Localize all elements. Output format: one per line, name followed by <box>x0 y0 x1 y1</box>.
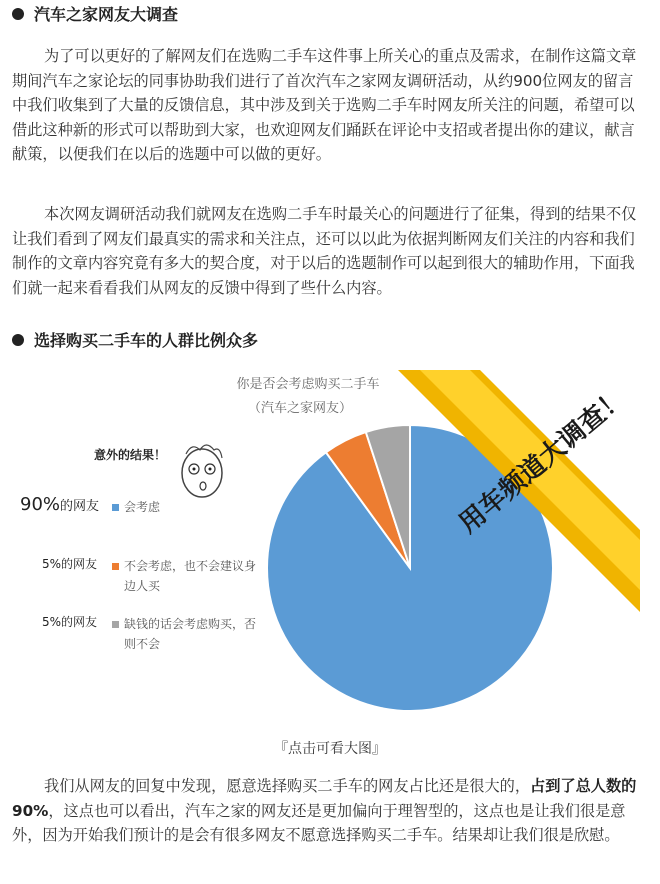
legend-label-line: 则不会 <box>124 637 161 651</box>
legend-swatch <box>112 504 119 511</box>
intro-paragraph-2: 本次网友调研活动我们就网友在选购二手车时最关心的问题进行了征集，得到的结果不仅让我们看到了网友们最真实的需求和关注点，还可以以此为依据判断网友们关注的内容和我们制作的文章内容究竟有多大的契合度，对于以后的选题制作可以起到很大的辅助作用，下面我们就一起来看看我们从网友的反馈中得到了些什么内容。 <box>12 205 637 297</box>
intro-paragraph-1: 为了可以更好的了解网友们在选购二手车这件事上所关心的重点及需求，在制作这篇文章期间汽车之家论坛的同事协助我们进行了首次汽车之家网友调研活动，从约900位网友的留言中我们收集到了大量的反馈信息，其中涉及到关于选购二手车时网友所关注的问题，希望可以借此这种新的形式可以帮助到大家，也欢迎网友们踊跃在评论中支招或者提出你的建议，献言献策，以便我们在以后的选题中可以做的更好。 <box>12 47 637 163</box>
conclusion-paragraph <box>12 774 642 848</box>
chart-note: 意外的结果！ <box>94 448 167 462</box>
conclusion-text-post: ，这点也可以看出，汽车之家的网友还是更加偏向于理智型的，这点也是让我们很是意外，因为开始我们预计的是会有很多网友不愿意选择购买二手车。结果却让我们很是欣慰。 <box>12 801 626 844</box>
section-heading-ratio <box>12 328 258 351</box>
legend-label-line: 边人买 <box>124 579 161 593</box>
legend-swatch <box>112 563 119 570</box>
conclusion-text-bold: 占到了总人数的90% <box>12 777 637 820</box>
legend-label: 会考虑 <box>124 500 161 514</box>
section-heading-text: 汽车之家网友大调查 <box>34 5 179 24</box>
bullet-icon <box>12 8 24 20</box>
section-heading-text: 选择购买二手车的人群比例众多 <box>34 331 259 350</box>
legend-value-big: 90% <box>20 494 61 515</box>
legend-value-label: 5%的网友 <box>42 615 98 629</box>
legend-label-line: 不会考虑，也不会建议身 <box>124 559 257 573</box>
survey-chart-figure[interactable] <box>0 362 660 732</box>
legend-value-label: 5%的网友 <box>42 557 98 571</box>
bullet-icon <box>12 334 24 346</box>
legend-swatch <box>112 621 119 628</box>
legend-label-line: 缺钱的话会考虑购买，否 <box>124 617 257 631</box>
chart-subtitle: （汽车之家网友） <box>247 401 353 416</box>
chart-title: 你是否会考虑购买二手车 <box>236 377 380 392</box>
image-caption[interactable]: 『点击可看大图』 <box>274 741 386 757</box>
pie-chart <box>0 362 660 732</box>
conclusion-text-pre: 我们从网友的回复中发现，愿意选择购买二手车的网友占比还是很大的， <box>44 777 530 795</box>
section-heading-survey <box>12 2 178 25</box>
banner-text: 用车频道大调查！ <box>453 382 633 540</box>
legend-value-suffix: 的网友 <box>60 499 100 514</box>
